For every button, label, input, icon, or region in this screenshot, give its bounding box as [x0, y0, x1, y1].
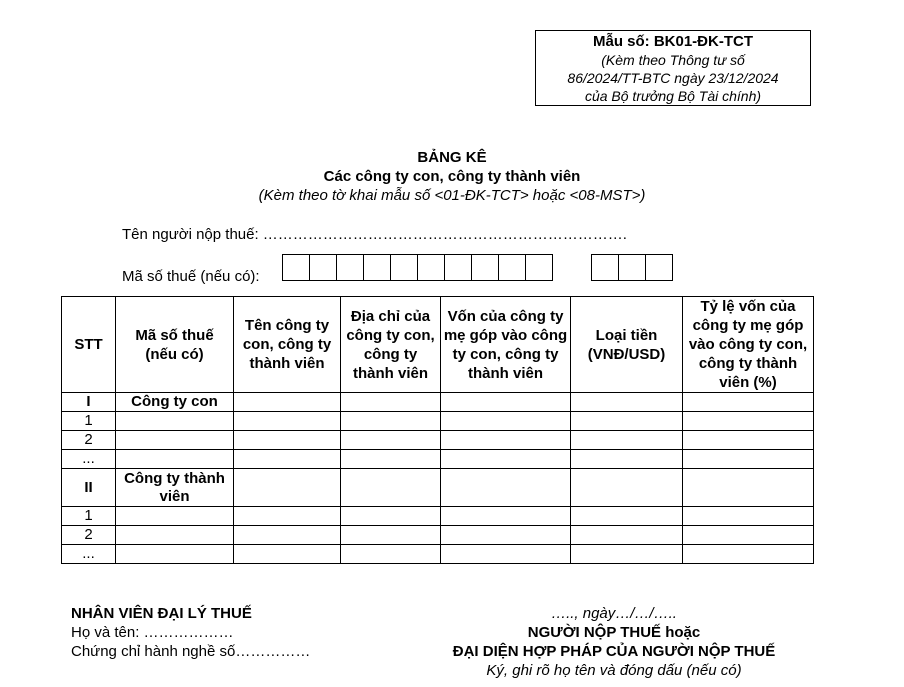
- table-cell[interactable]: [341, 469, 441, 507]
- document-title: BẢNG KÊ: [417, 149, 487, 166]
- table-cell[interactable]: [341, 393, 441, 412]
- table-cell[interactable]: [116, 431, 234, 450]
- table-row: [62, 507, 814, 526]
- table-cell[interactable]: [116, 450, 234, 469]
- table-cell[interactable]: [571, 431, 683, 450]
- table-row: [62, 431, 814, 450]
- table-cell[interactable]: [234, 545, 341, 564]
- row-stt: II: [62, 469, 116, 507]
- table-row: [62, 412, 814, 431]
- table-cell[interactable]: [683, 393, 814, 412]
- signer-note: Ký, ghi rõ họ tên và đóng dấu (nếu có): [486, 662, 742, 679]
- form-ref-line-2: 86/2024/TT-BTC ngày 23/12/2024: [567, 70, 779, 86]
- table-cell[interactable]: [234, 469, 341, 507]
- tax-code-suffix-digit[interactable]: [618, 254, 646, 281]
- tax-code-boxes: [282, 254, 552, 281]
- table-cell[interactable]: [683, 507, 814, 526]
- table-cell[interactable]: [571, 545, 683, 564]
- tax-code-digit[interactable]: [417, 254, 445, 281]
- table-cell[interactable]: [234, 507, 341, 526]
- table-cell[interactable]: [683, 469, 814, 507]
- tax-code-digit[interactable]: [282, 254, 310, 281]
- table-cell[interactable]: [234, 412, 341, 431]
- tax-code-digit[interactable]: [444, 254, 472, 281]
- form-ref-line-1: (Kèm theo Thông tư số: [601, 52, 745, 68]
- table-cell[interactable]: [571, 526, 683, 545]
- table-cell[interactable]: [683, 450, 814, 469]
- table-cell[interactable]: [683, 545, 814, 564]
- table-cell[interactable]: [234, 431, 341, 450]
- table-cell[interactable]: [571, 507, 683, 526]
- row-section-label: Công ty thành viên: [116, 469, 234, 507]
- signer-title-2: ĐẠI DIỆN HỢP PHÁP CỦA NGƯỜI NỘP THUẾ: [452, 643, 776, 660]
- header-company-name: Tên công ty con, công ty thành viên: [234, 297, 341, 393]
- header-currency: Loại tiền (VNĐ/USD): [571, 297, 683, 393]
- tax-code-digit[interactable]: [525, 254, 553, 281]
- agent-block: [71, 604, 310, 661]
- table-cell[interactable]: [441, 412, 571, 431]
- subsidiary-table: [61, 296, 814, 564]
- form-code-box: [535, 30, 811, 106]
- row-stt: ...: [62, 450, 116, 469]
- document-subtitle: Các công ty con, công ty thành viên: [323, 168, 581, 185]
- agent-name-field: Họ và tên: ………………: [71, 624, 234, 641]
- signer-title-1: NGƯỜI NỘP THUẾ hoặc: [527, 624, 701, 641]
- table-cell[interactable]: [341, 431, 441, 450]
- table-cell[interactable]: [116, 526, 234, 545]
- tax-code-suffix-digit[interactable]: [645, 254, 673, 281]
- form-ref-line-3: của Bộ trưởng Bộ Tài chính): [584, 88, 762, 104]
- table-cell[interactable]: [683, 526, 814, 545]
- header-capital: Vốn của công ty mẹ góp vào công ty con, công ty thành viên: [441, 297, 571, 393]
- table-cell[interactable]: [683, 431, 814, 450]
- table-cell[interactable]: [341, 412, 441, 431]
- agent-cert-field: Chứng chỉ hành nghề số……………: [71, 643, 311, 660]
- header-address: Địa chỉ của công ty con, công ty thành viên: [341, 297, 441, 393]
- table-cell[interactable]: [441, 393, 571, 412]
- header-tax-code: Mã số thuế (nếu có): [116, 297, 234, 393]
- sign-date: ….., ngày…/…/…..: [551, 605, 677, 622]
- table-cell[interactable]: [441, 507, 571, 526]
- agent-title: NHÂN VIÊN ĐẠI LÝ THUẾ: [71, 605, 252, 622]
- table-cell[interactable]: [116, 545, 234, 564]
- tax-code-digit[interactable]: [390, 254, 418, 281]
- table-row: [62, 450, 814, 469]
- tax-code-label: Mã số thuế (nếu có):: [122, 268, 260, 285]
- tax-code-digit[interactable]: [336, 254, 364, 281]
- header-stt: STT: [62, 297, 116, 393]
- row-stt: 2: [62, 526, 116, 545]
- table-cell[interactable]: [341, 450, 441, 469]
- table-cell[interactable]: [441, 526, 571, 545]
- row-stt: 1: [62, 507, 116, 526]
- tax-code-digit[interactable]: [309, 254, 337, 281]
- table-cell[interactable]: [441, 469, 571, 507]
- tax-code-suffix-boxes: [591, 254, 672, 281]
- row-stt: 2: [62, 431, 116, 450]
- table-row: [62, 469, 814, 507]
- table-cell[interactable]: [341, 526, 441, 545]
- table-cell[interactable]: [441, 545, 571, 564]
- row-section-label: Công ty con: [116, 393, 234, 412]
- row-stt: I: [62, 393, 116, 412]
- table-cell[interactable]: [234, 526, 341, 545]
- form-code: Mẫu số: BK01-ĐK-TCT: [593, 33, 753, 50]
- table-cell[interactable]: [234, 393, 341, 412]
- table-cell[interactable]: [683, 412, 814, 431]
- table-header-row: [62, 297, 814, 393]
- tax-code-suffix-digit[interactable]: [591, 254, 619, 281]
- row-stt: 1: [62, 412, 116, 431]
- signer-block: [414, 604, 814, 680]
- table-cell[interactable]: [441, 431, 571, 450]
- tax-code-digit[interactable]: [363, 254, 391, 281]
- table-cell[interactable]: [571, 469, 683, 507]
- table-cell[interactable]: [116, 507, 234, 526]
- table-cell[interactable]: [571, 450, 683, 469]
- table-cell[interactable]: [571, 393, 683, 412]
- tax-code-digit[interactable]: [471, 254, 499, 281]
- table-cell[interactable]: [116, 412, 234, 431]
- taxpayer-name-field: Tên người nộp thuế: ……………………………………………………………….: [122, 226, 627, 243]
- table-row: [62, 393, 814, 412]
- table-cell[interactable]: [571, 412, 683, 431]
- table-cell[interactable]: [234, 450, 341, 469]
- header-ratio: Tỷ lệ vốn của công ty mẹ góp vào công ty con, công ty thành viên (%): [683, 297, 814, 393]
- table-row: [62, 526, 814, 545]
- table-cell[interactable]: [341, 545, 441, 564]
- tax-code-digit[interactable]: [498, 254, 526, 281]
- table-cell[interactable]: [341, 507, 441, 526]
- table-cell[interactable]: [441, 450, 571, 469]
- table-row: [62, 545, 814, 564]
- row-stt: ...: [62, 545, 116, 564]
- document-note: (Kèm theo tờ khai mẫu số <01-ĐK-TCT> hoặc <08-MST>): [258, 187, 646, 204]
